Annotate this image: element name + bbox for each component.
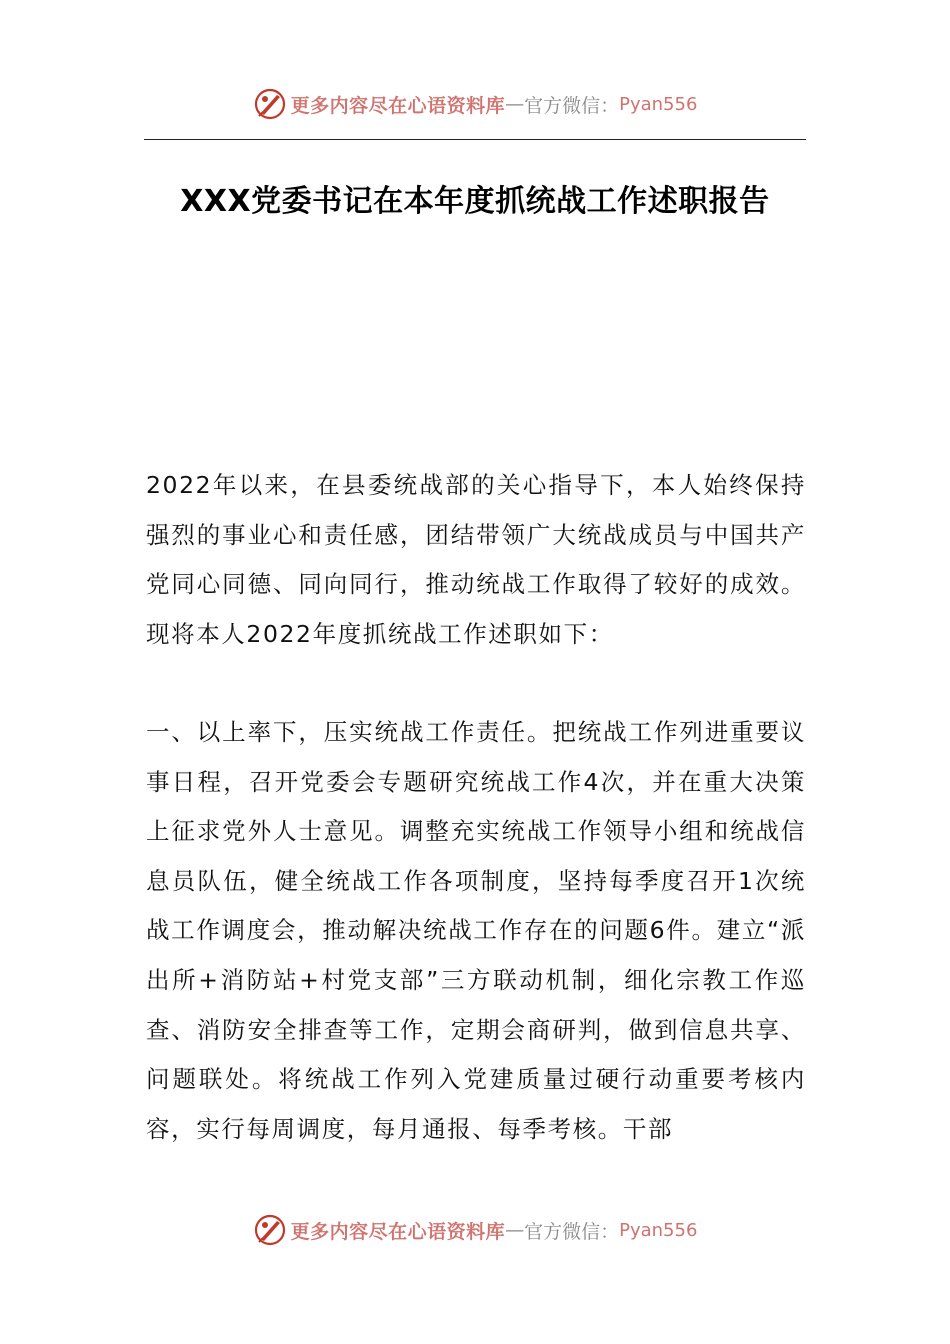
banner-wechat-id: Pyan556	[619, 1219, 698, 1241]
banner-wechat-label: 官方微信：	[524, 1220, 620, 1243]
banner-site-text: 更多内容尽在心语资料库	[290, 1220, 506, 1243]
banner-wechat-id: Pyan556	[619, 93, 698, 115]
banner-wechat-label: 官方微信：	[524, 94, 620, 117]
body-paragraph-1	[146, 461, 806, 659]
quill-pen-logo-icon	[253, 87, 287, 121]
document-title: XXX党委书记在本年度抓统战工作述职报告	[180, 184, 770, 219]
quill-pen-logo-icon	[253, 1213, 287, 1247]
banner-site-text: 更多内容尽在心语资料库	[290, 94, 506, 117]
footer-banner	[0, 1210, 950, 1250]
paragraph-text: 一、以上率下，压实统战工作责任。把统战工作列进重要议事日程，召开党委会专题研究统战工作4次，并在重大决策上征求党外人士意见。调整充实统战工作领导小组和统战信息员队伍，健全统战工作各项制度，坚持每季度召开1次统战工作调度会，推动解决统战工作存在的问题6件。建立“派出所+消防站+村党支部”三方联动机制，细化宗教工作巡查、消防安全排查等工作，定期会商研判，做到信息共享、问题联处。将统战工作列入党建质量过硬行动重要考核内容，实行每周调度，每月通报、每季考核。干部	[146, 718, 806, 1143]
banner-dash: —	[505, 93, 525, 115]
paragraph-text: 2022年以来，在县委统战部的关心指导下，本人始终保持强烈的事业心和责任感，团结带领广大统战成员与中国共产党同心同德、同向同行，推动统战工作取得了较好的成效。现将本人2022年度抓统战工作述职如下：	[146, 471, 806, 648]
header-banner	[0, 84, 950, 124]
body-paragraph-2	[146, 708, 806, 1154]
header-divider	[144, 139, 806, 140]
banner-dash: —	[505, 1219, 525, 1241]
